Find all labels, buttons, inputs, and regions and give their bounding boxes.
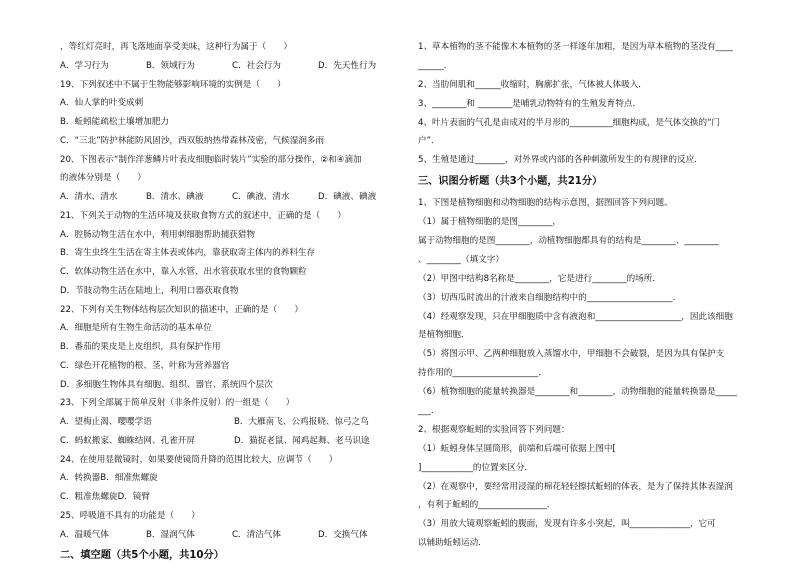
q21-option-d: D．节肢动物生活在陆地上，利用口器获取食物 bbox=[60, 285, 239, 296]
question-20: 20、下图表示“制作洋葱鳞片叶表皮细胞临时装片”实验的部分操作，②和④滴加 bbox=[60, 154, 362, 165]
problem-1-part-4b: 是植物细胞． bbox=[418, 330, 470, 341]
q21-option-b: B．寄生虫终生生活在寄主体表或体内，靠获取寄主体内的养料生存 bbox=[60, 248, 316, 259]
option-d: D．碘液、碘液 bbox=[318, 192, 377, 202]
fill-1-continuation: ______． bbox=[418, 60, 453, 71]
q21-option-a: A．腔肠动物生活在水中，利用刺细胞帮助捕获猎物 bbox=[60, 229, 255, 240]
problem-2: 2、根据观察蚯蚓的实验回答下列问题： bbox=[418, 424, 570, 435]
q24-options-ab: A．转换器B．细准焦螺旋 bbox=[60, 473, 158, 484]
q22-option-c: C．绿色开花植物的根、茎、叶称为营养器官 bbox=[60, 360, 230, 371]
left-column bbox=[60, 38, 408, 568]
section-2-heading: 二、填空题（共5个小题，共10分） bbox=[60, 550, 224, 562]
q18-continuation: ，等红灯亮时，再飞落地面享受美味，这种行为属于（ ） bbox=[60, 42, 293, 52]
problem-2-part-2b: ，有利于蚯蚓的________________． bbox=[418, 500, 556, 511]
problem-2-part-1: （1）蚯蚓身体呈圆筒形，前端和后端可依据上图中[ bbox=[418, 443, 616, 454]
fill-4-continuation: 户”． bbox=[418, 136, 440, 147]
problem-1-part-1: （1）属于植物细胞的是图________， bbox=[418, 217, 561, 228]
problem-2-part-3b: 以辅助蚯蚓运动． bbox=[418, 538, 487, 549]
option-a: A．学习行为 bbox=[60, 60, 109, 71]
q20-continuation: 的液体分别是（ ） bbox=[60, 173, 146, 184]
q23-options-row1 bbox=[60, 413, 408, 432]
option-a: A．清水、清水 bbox=[60, 192, 118, 202]
fill-4: 4、叶片表面的气孔是由成对的半月形的__________细胞构成，是气体交换的“门 bbox=[418, 117, 721, 128]
q24-options-cd: C．粗准焦螺旋D．镜臂 bbox=[60, 492, 150, 502]
problem-1-part-5: （5）将图示甲、乙两种细胞放入蒸馏水中，甲细胞不会破裂，是因为具有保护支 bbox=[418, 349, 725, 360]
fill-1: 1、草本植物的茎不能像木本植物的茎一样逐年加粗，是因为草本植物的茎没有____ bbox=[418, 42, 733, 52]
problem-1-part-6b: ___． bbox=[418, 406, 440, 417]
q22-option-d: D．多细胞生物体具有细胞、组织、器官、系统四个层次 bbox=[60, 379, 273, 390]
q22-option-b: B．番茄的果皮是上皮组织，具有保护作用 bbox=[60, 342, 221, 352]
fill-5: 5、生殖是通过_______，对外界或内部的各种刺激所发生的有规律的反应． bbox=[418, 155, 703, 166]
problem-1-part-4: （4）经观察发现，只在甲细胞质中含有液泡和____________________，因此该细胞 bbox=[418, 311, 733, 322]
problem-1-part-1b: 属于动物细胞的是图________，动植物细胞都具有的结构是________、________ bbox=[418, 236, 719, 247]
fill-2: 2、当肋间肌和______收缩时，胸廓扩张，气体被人体吸入． bbox=[418, 79, 647, 90]
option-b: B．清水、碘液 bbox=[146, 192, 204, 202]
question-24: 24、在使用显微镜时，如果要使镜筒升降的范围比较大，应调节（ ） bbox=[60, 454, 338, 465]
q19-option-c: C．“三北”防护林能防风固沙，西双版纳热带森林茂密，气候湿润多雨 bbox=[60, 135, 325, 146]
option-a: A．望梅止渴、嘤嘤学语 bbox=[60, 417, 152, 427]
q25-options bbox=[60, 526, 408, 545]
option-b: B．湿润气体 bbox=[146, 529, 195, 540]
option-c: C．碘液、清水 bbox=[232, 192, 290, 202]
problem-2-part-3: （3）用放大镜观察蚯蚓的腹面，发现有许多小突起，叫______________，它可 bbox=[418, 519, 716, 530]
problem-1: 1、下图是植物细胞和动物细胞的结构示意图，据图回答下列问题。 bbox=[418, 198, 673, 209]
option-d: D．猫捉老鼠、闻鸡起舞、老马识途 bbox=[234, 435, 370, 446]
problem-1-part-1c: 、________（填文字） bbox=[418, 254, 504, 265]
option-a: A．温暖气体 bbox=[60, 529, 109, 540]
q23-options-row2 bbox=[60, 432, 408, 451]
q20-options bbox=[60, 188, 408, 207]
option-c: C．蚂蚁搬家、蜘蛛结网、孔雀开屏 bbox=[60, 435, 195, 446]
option-d: D．先天性行为 bbox=[318, 60, 377, 71]
option-d: D．交换气体 bbox=[318, 529, 368, 540]
option-c: C．清洁气体 bbox=[232, 529, 281, 540]
question-25: 25、呼吸道不具有的功能是（ ） bbox=[60, 510, 200, 521]
q21-option-c: C．软体动物生活在水中，靠入水管、出水管获取水里的食物颗粒 bbox=[60, 267, 307, 277]
problem-2-part-1b: ]____________的位置来区分． bbox=[418, 462, 534, 473]
q19-option-a: A．仙人掌的叶变成刺 bbox=[60, 98, 144, 109]
q22-option-a: A．细胞是所有生物生命活动的基本单位 bbox=[60, 323, 212, 334]
problem-1-part-5b: 持作用的____________________． bbox=[418, 368, 547, 379]
option-c: C．社会行为 bbox=[232, 60, 281, 71]
option-b: B．大雁南飞、公鸡报晓、惊弓之鸟 bbox=[234, 417, 369, 427]
problem-2-part-2: （2）在观察中，要经常用浸湿的棉花轻轻擦拭蚯蚓的体表，是为了保持其体表湿润 bbox=[418, 481, 733, 492]
question-21: 21、下列关于动物的生活环境及获取食物方式的叙述中，正确的是（ ） bbox=[60, 210, 346, 221]
fill-3: 3、________和 ________是哺乳动物特有的生殖发育特点． bbox=[418, 98, 642, 109]
q18-options bbox=[60, 57, 408, 76]
question-23: 23、下列全部属于简单反射（非条件反射）的一组是（ ） bbox=[60, 398, 295, 409]
question-19: 19、下列叙述中不属于生物能够影响环境的实例是（ ） bbox=[60, 79, 286, 90]
option-b: B．领域行为 bbox=[146, 60, 195, 71]
q19-option-b: B．蚯蚓能疏松土壤增加肥力 bbox=[60, 117, 170, 127]
problem-1-part-3: （3）切西瓜时流出的汁液来自细胞结构中的____________________． bbox=[418, 292, 682, 303]
question-22: 22、下列有关生物体结构层次知识的描述中，正确的是（ ） bbox=[60, 304, 303, 315]
problem-1-part-2: （2）甲图中结构8名称是________，它是进行________的场所． bbox=[418, 273, 661, 284]
right-column bbox=[418, 38, 758, 553]
problem-1-part-6: （6）植物细胞的能量转换器是________和________，动物细胞的能量转换器是_____ bbox=[418, 387, 738, 398]
section-3-heading: 三、识图分析题（共3个小题，共21分） bbox=[418, 176, 603, 188]
